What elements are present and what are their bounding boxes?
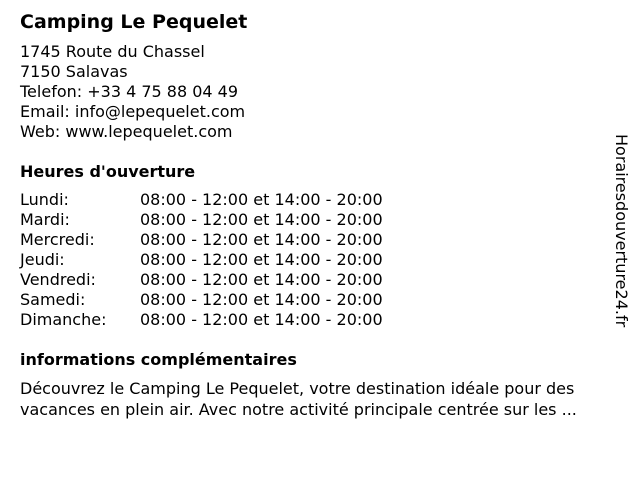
phone-number: Telefon: +33 4 75 88 04 49 — [20, 82, 239, 101]
info-description: Découvrez le Camping Le Pequelet, votre destination idéale pour des vacances en plein air. Avec notre activité principale centrée sur les ... — [20, 379, 577, 419]
time-range: 08:00 - 12:00 et 14:00 - 20:00 — [140, 270, 383, 289]
hours-row-lundi — [20, 190, 620, 210]
business-card — [20, 10, 620, 420]
time-range: 08:00 - 12:00 et 14:00 - 20:00 — [140, 190, 383, 209]
time-range: 08:00 - 12:00 et 14:00 - 20:00 — [140, 250, 383, 269]
time-range: 08:00 - 12:00 et 14:00 - 20:00 — [140, 230, 383, 249]
hours-title: Heures d'ouverture — [20, 162, 196, 181]
hours-row-jeudi — [20, 250, 620, 270]
day-label: Samedi: — [20, 290, 86, 309]
day-label: Jeudi: — [20, 250, 65, 269]
website: Web: www.lepequelet.com — [20, 122, 233, 141]
business-name: Camping Le Pequelet — [20, 11, 248, 33]
day-label: Lundi: — [20, 190, 69, 209]
hours-table — [20, 190, 620, 330]
day-label: Vendredi: — [20, 270, 96, 289]
watermark: Horairesdouverture24.fr — [612, 134, 631, 328]
street-address: 1745 Route du Chassel — [20, 42, 205, 61]
info-title: informations complémentaires — [20, 350, 297, 369]
time-range: 08:00 - 12:00 et 14:00 - 20:00 — [140, 310, 383, 329]
hours-row-samedi — [20, 290, 620, 310]
day-label: Dimanche: — [20, 310, 107, 329]
hours-row-vendredi — [20, 270, 620, 290]
hours-row-dimanche — [20, 310, 620, 330]
day-label: Mercredi: — [20, 230, 95, 249]
time-range: 08:00 - 12:00 et 14:00 - 20:00 — [140, 290, 383, 309]
hours-row-mercredi — [20, 230, 620, 250]
time-range: 08:00 - 12:00 et 14:00 - 20:00 — [140, 210, 383, 229]
day-label: Mardi: — [20, 210, 70, 229]
hours-row-mardi — [20, 210, 620, 230]
city-address: 7150 Salavas — [20, 62, 128, 81]
email-address: Email: info@lepequelet.com — [20, 102, 246, 121]
